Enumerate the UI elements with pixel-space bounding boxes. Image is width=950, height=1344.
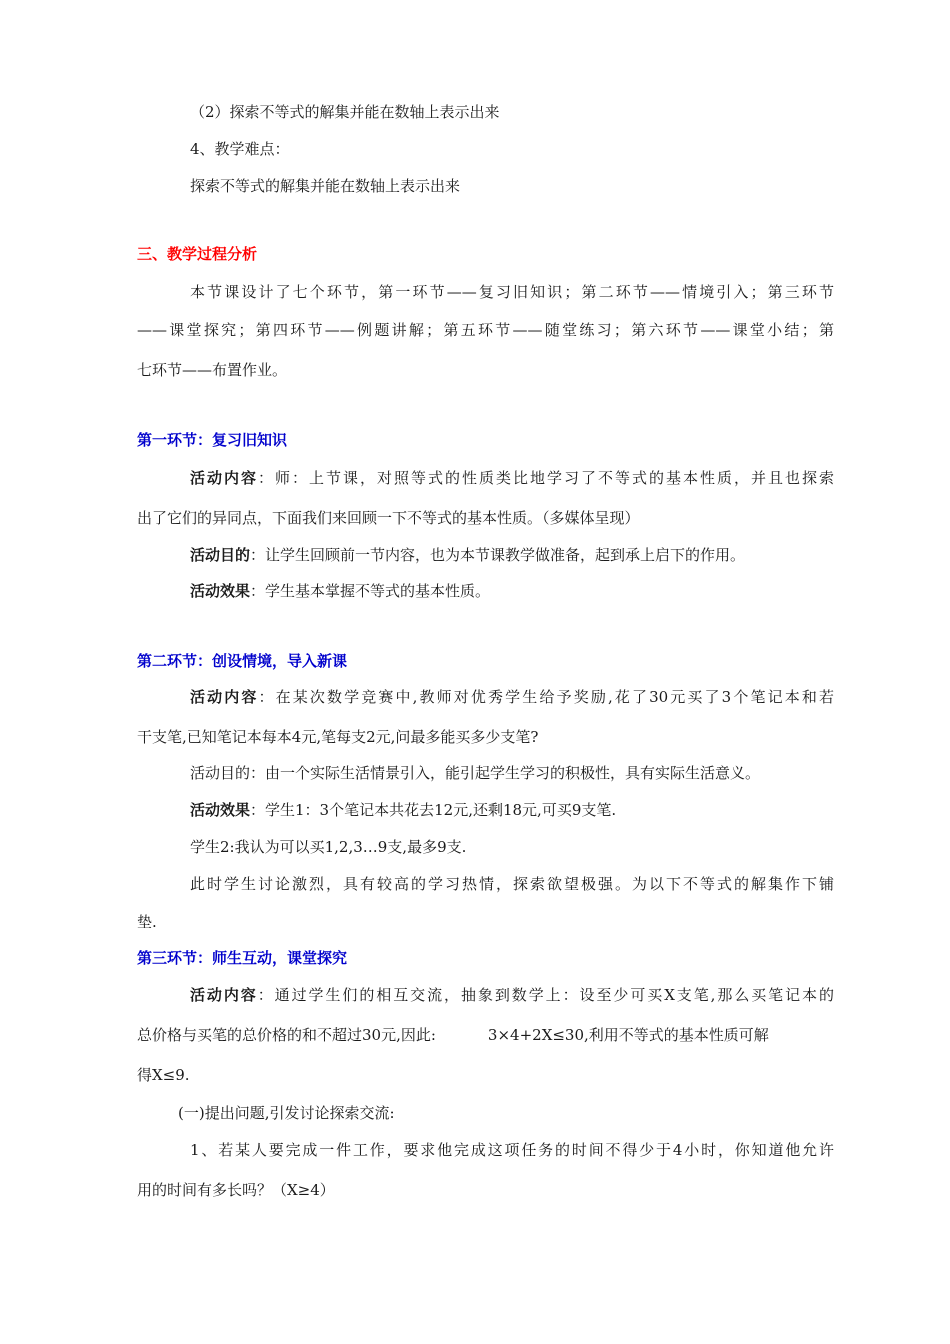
step2-content-label: 活动内容 — [190, 688, 259, 706]
step1-purpose — [190, 545, 745, 565]
step3-content-line2 — [137, 1025, 834, 1045]
step1-content-line2: 出了它们的异同点，下面我们来回顾一下不等式的基本性质。（多媒体呈现） — [137, 509, 640, 527]
question-1-line1: 1、若某人要完成一件工作，要求他完成这项任务的时间不得少于4小时，你知道他允许 — [190, 1141, 834, 1159]
step2-effect — [190, 800, 616, 820]
step3-content-line1 — [137, 985, 834, 1005]
step2-content-line1 — [137, 687, 834, 707]
step1-effect — [190, 581, 490, 601]
step1-effect-label: 活动效果 — [190, 582, 251, 600]
step2-discussion-line1: 此时学生讨论激烈，具有较高的学习热情，探索欲望极强。为以下不等式的解集作下铺 — [190, 875, 834, 893]
difficulty-text: 探索不等式的解集并能在数轴上表示出来 — [190, 177, 461, 195]
step3-content-line3: 得X≤9. — [137, 1066, 190, 1084]
step3-content-line2b: 3×4+2X≤30,利用不等式的基本性质可解 — [487, 1026, 769, 1044]
step2-purpose: 活动目的：由一个实际生活情景引入，能引起学生学习的积极性，具有实际生活意义。 — [190, 764, 761, 782]
section3-intro-line1: 本节课设计了七个环节，第一环节——复习旧知识；第二环节——情境引入；第三环节 — [190, 283, 834, 301]
step1-purpose-label: 活动目的 — [190, 546, 251, 564]
step2-student2: 学生2:我认为可以买1,2,3…9支,最多9支. — [190, 838, 467, 856]
step3-content-text: ：通过学生们的相互交流，抽象到数学上：设至少可买X支笔,那么买笔记本的 — [257, 986, 834, 1004]
question-1-line2: 用的时间有多长吗？（X≥4） — [137, 1181, 335, 1199]
step1-heading: 第一环节：复习旧知识 — [137, 431, 288, 449]
step1-content-line1 — [137, 468, 834, 488]
step3-heading: 第三环节：师生互动，课堂探究 — [137, 949, 348, 967]
step2-content-text: ：在某次数学竞赛中,教师对优秀学生给予奖励,花了30元买了3个笔记本和若 — [258, 688, 834, 706]
step3-content-line2a: 总价格与买笔的总价格的和不超过30元,因此: — [137, 1026, 436, 1044]
section3-intro-line2: ——课堂探究；第四环节——例题讲解；第五环节——随堂练习；第六环节——课堂小结；第 — [137, 321, 834, 339]
step1-purpose-text: ：让学生回顾前一节内容，也为本节课教学做准备，起到承上启下的作用。 — [250, 546, 746, 564]
objective-item-2: （2）探索不等式的解集并能在数轴上表示出来 — [190, 103, 500, 121]
step3-content-label: 活动内容 — [190, 986, 258, 1004]
section3-intro-line3: 七环节——布置作业。 — [137, 361, 288, 379]
step1-content-text: ：师：上节课，对照等式的性质类比地学习了不等式的基本性质，并且也探索 — [258, 469, 834, 487]
step2-discussion-line2: 垫. — [137, 913, 157, 931]
section3-heading: 三、教学过程分析 — [137, 245, 258, 263]
step2-effect-label: 活动效果 — [190, 801, 251, 819]
step2-content-line2: 干支笔,已知笔记本每本4元,笔每支2元,问最多能买多少支笔? — [137, 728, 539, 746]
step1-content-label: 活动内容 — [190, 469, 258, 487]
question-heading: (一)提出问题,引发讨论探索交流: — [178, 1104, 395, 1122]
step2-heading: 第二环节：创设情境，导入新课 — [137, 652, 348, 670]
difficulty-label: 4、教学难点： — [190, 140, 290, 158]
step2-effect-text: ：学生1：3个笔记本共花去12元,还剩18元,可买9支笔. — [250, 801, 617, 819]
step1-effect-text: ：学生基本掌握不等式的基本性质。 — [250, 582, 491, 600]
